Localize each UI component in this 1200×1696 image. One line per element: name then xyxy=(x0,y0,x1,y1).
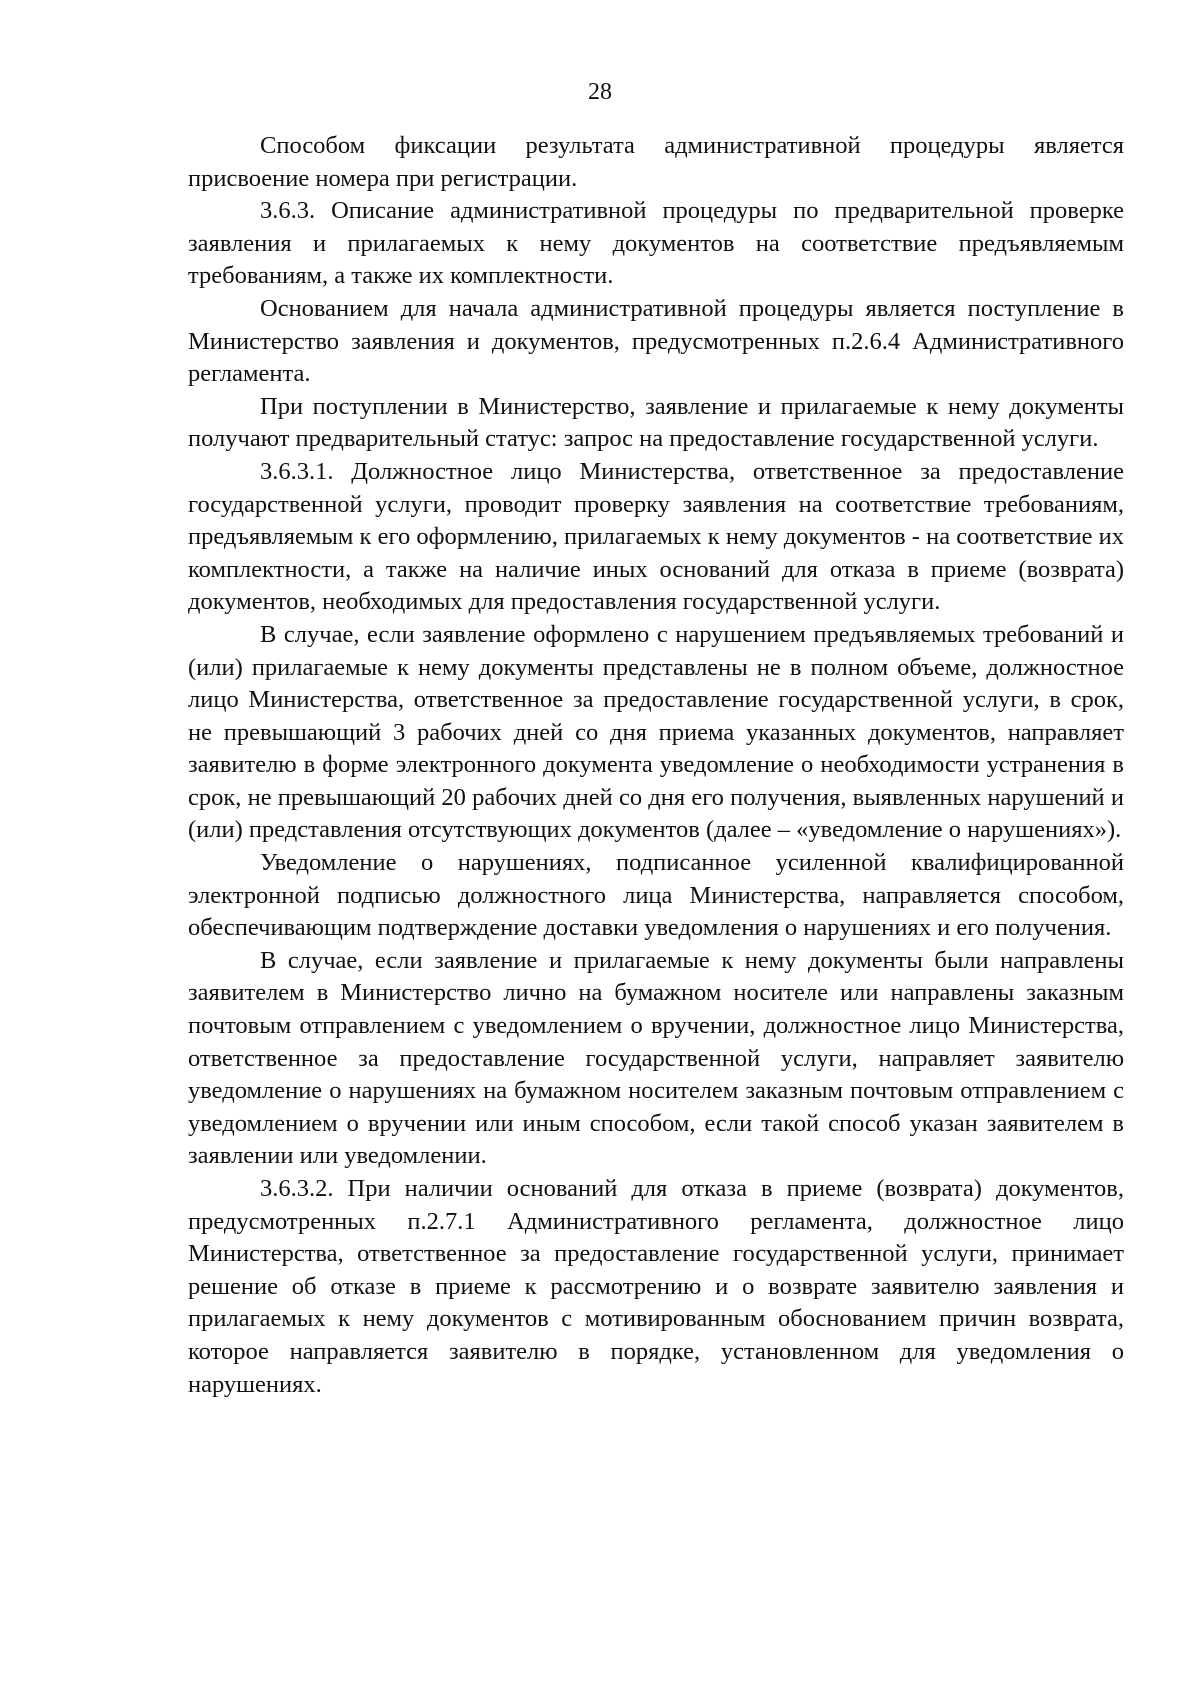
paragraph-preliminary-status: При поступлении в Министерство, заявление и прилагаемые к нему документы получают предварительный статус: запрос на предоставление государственной услуги. xyxy=(188,392,1124,453)
paragraph-3-6-3-2: 3.6.3.2. При наличии оснований для отказа в приеме (возврата) документов, предусмотренных п.2.7.1 Административного регламента, должностное лицо Министерства, ответственное за предоставление государственной услуги, принимает решение об отказе в приеме к рассмотрению и о возврате заявителю заявления и прилагаемых к нему документов с мотивированным обоснованием причин возврата, которое направляется заявителю в порядке, установленном для уведомления о нарушениях. xyxy=(188,1175,1124,1398)
paragraph-violations-notice: В случае, если заявление оформлено с нарушением предъявляемых требований и (или) прилагаемые к нему документы представлены не в полном объеме, должностное лицо Министерства, ответственное за предоставление государственной услуги, в срок, не превышающий 3 рабочих дней со дня приема указанных документов, направляет заявителю в форме электронного документа уведомление о необходимости устранения в срок, не превышающий 20 рабочих дней со дня его получения, выявленных нарушений и (или) представления отсутствующих документов (далее – «уведомление о нарушениях»). xyxy=(188,620,1124,844)
paragraph-3-6-3-1: 3.6.3.1. Должностное лицо Министерства, ответственное за предоставление государственной услуги, проводит проверку заявления на соответствие требованиям, предъявляемым к его оформлению, прилагаемых к нему документов - на соответствие их комплектности, а также на наличие иных оснований для отказа в приеме (возврата) документов, необходимых для предоставления государственной услуги. xyxy=(188,457,1124,616)
paragraph-procedure-basis: Основанием для начала административной процедуры является поступление в Министерство заявления и документов, предусмотренных п.2.6.4 Административного регламента. xyxy=(188,294,1124,388)
paragraph-notice-signature: Уведомление о нарушениях, подписанное усиленной квалифицированной электронной подписью должностного лица Министерства, направляется способом, обеспечивающим подтверждение доставки уведомления о нарушениях и его получения. xyxy=(188,849,1124,942)
document-body xyxy=(188,130,1124,1401)
paragraph-paper-submission: В случае, если заявление и прилагаемые к нему документы были направлены заявителем в Министерство лично на бумажном носителе или направлены заказным почтовым отправлением с уведомлением о вручении, должностное лицо Министерства, ответственное за предоставление государственной услуги, направляет заявителю уведомление о нарушениях на бумажном носителем заказным почтовым отправлением с уведомлением о вручении или иным способом, если такой способ указан заявителем в заявлении или уведомлении. xyxy=(188,946,1124,1170)
paragraph-result-fixation: Способом фиксации результата административной процедуры является присвоение номера при регистрации. xyxy=(188,132,1124,192)
page-number: 28 xyxy=(588,79,612,105)
paragraph-3-6-3: 3.6.3. Описание административной процедуры по предварительной проверке заявления и прилагаемых к нему документов на соответствие предъявляемым требованиям, а также их комплектности. xyxy=(188,197,1124,290)
